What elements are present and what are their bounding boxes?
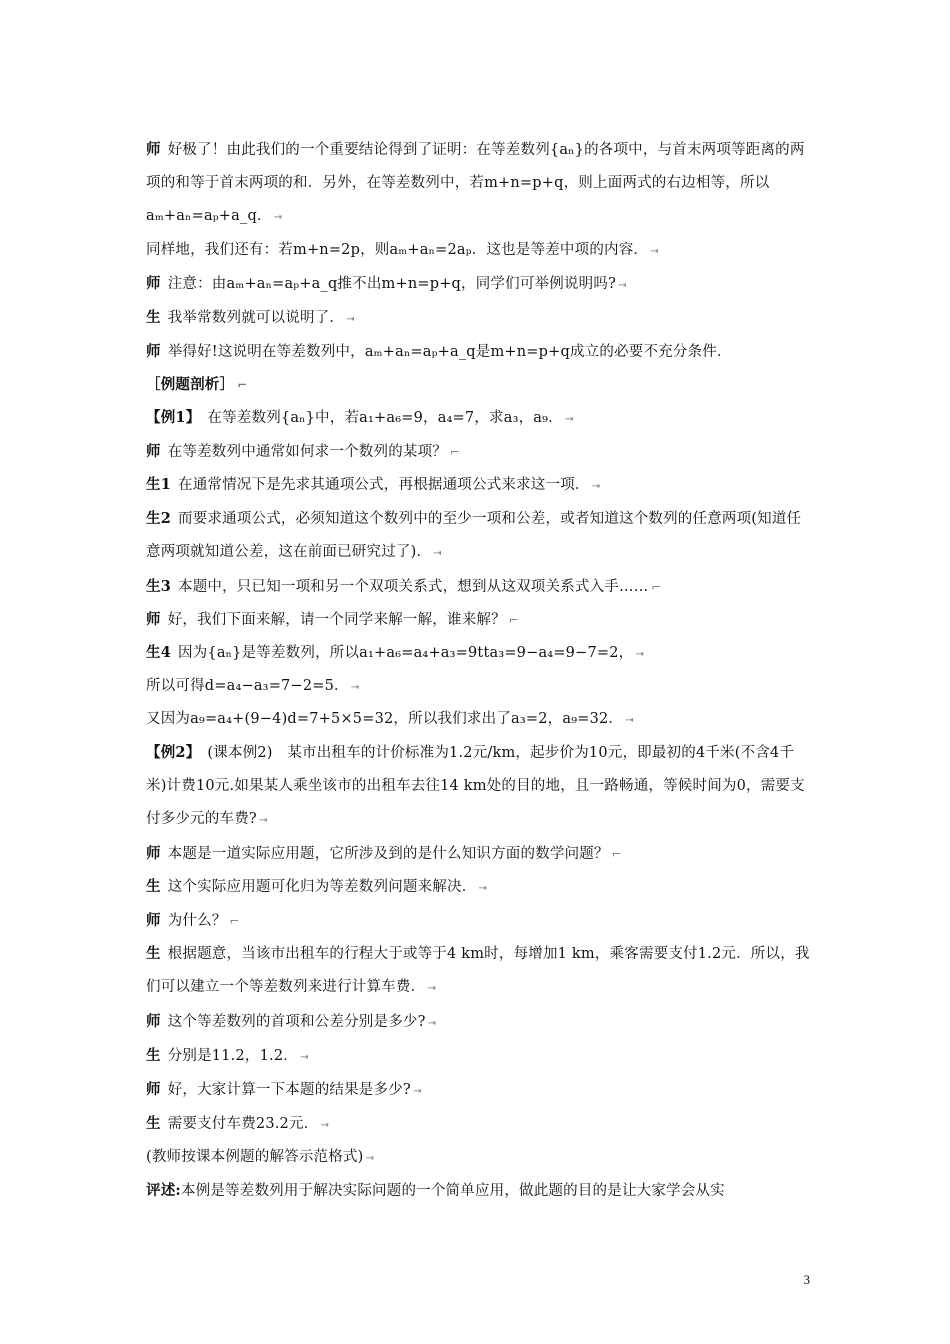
paragraph <box>146 610 812 630</box>
paragraph <box>146 342 812 362</box>
paragraph <box>146 1148 812 1168</box>
line-break-icon: ⌐ <box>237 378 248 392</box>
paragraph-text: 同样地，我们还有：若m+n=2p，则aₘ+aₙ=2aₚ．这也是等差中项的内容． <box>146 242 649 258</box>
paragraph-text: 因为{aₙ}是等差数列，所以a₁+a₆=a₄+a₃=9tta₃=9−a₄=9−7=2， <box>178 645 634 661</box>
paragraph-text: 注意：由aₘ+aₙ=aₚ+a_q推不出m+n=p+q，同学们可举例说明吗? <box>167 276 616 292</box>
paragraph-text: 根据题意，当该市出租车的行程大于或等于4 km时，每增加1 km，乘客需要支付1.2元．所以，我们可以建立一个等差数列来进行计算车费． <box>146 946 810 995</box>
paragraph-text: 本例是等差数列用于解决实际问题的一个简单应用，做此题的目的是让大家学会从实 <box>180 1183 725 1199</box>
paragraph <box>146 1181 812 1201</box>
speaker-label: 师 <box>146 443 161 460</box>
paragraph-mark-icon: ⇥ <box>564 414 574 425</box>
paragraph <box>146 643 812 664</box>
paragraph <box>146 937 812 1005</box>
paragraph-text: 而要求通项公式，必须知道这个数列中的至少一项和公差，或者知道这个数列的任意两项(知道任意两项就知道公差，这在前面已研究过了)． <box>146 511 802 560</box>
paragraph <box>146 308 812 329</box>
example-label: 【例1】 <box>146 409 201 426</box>
line-break-icon: ⌐ <box>450 445 461 459</box>
paragraph-text: 又因为a₉=a₄+(9−4)d=7+5×5=32，所以我们求出了a₃=2，a₉=32． <box>146 711 624 727</box>
speaker-label: 生 <box>146 878 161 895</box>
paragraph-text: 本题是一道实际应用题，它所涉及到的是什么知识方面的数学问题？ <box>167 846 609 862</box>
paragraph-text: 需要支付车费23.2元． <box>167 1116 319 1132</box>
paragraph-mark-icon: ⇥ <box>625 715 634 726</box>
paragraph <box>146 1046 812 1067</box>
speaker-label: 师 <box>146 1081 161 1098</box>
paragraph-text: 我举常数列就可以说明了． <box>167 310 345 326</box>
paragraph-mark-icon: ⇥ <box>618 280 627 291</box>
paragraph <box>146 408 812 429</box>
paragraph <box>146 577 812 597</box>
paragraph-mark-icon: ⇥ <box>427 1018 437 1029</box>
paragraph <box>146 1012 812 1033</box>
paragraph-mark-icon: ⇥ <box>650 246 659 257</box>
paragraph-text: 在等差数列{aₙ}中，若a₁+a₆=9，a₄=7，求a₃，a₉． <box>207 410 563 426</box>
speaker-label: 生4 <box>146 644 171 661</box>
paragraph-mark-icon: ⇥ <box>320 1120 329 1131</box>
speaker-label: 师 <box>146 611 161 628</box>
comment-label: 评述: <box>146 1182 181 1199</box>
paragraph <box>146 442 812 462</box>
speaker-label: 生 <box>146 1047 161 1064</box>
speaker-label: 师 <box>146 275 161 292</box>
speaker-label: 师 <box>146 912 161 929</box>
line-break-icon: ⌐ <box>229 914 240 928</box>
paragraph <box>146 274 812 295</box>
paragraph <box>146 502 812 570</box>
paragraph <box>146 677 812 697</box>
paragraph-mark-icon: ⇥ <box>412 1086 422 1097</box>
paragraph-mark-icon: ⇥ <box>365 1153 375 1164</box>
speaker-label: 生 <box>146 309 161 326</box>
speaker-label: 生3 <box>146 578 171 595</box>
section-heading-text: ［例题剖析］ <box>146 376 235 393</box>
section-heading <box>146 375 812 395</box>
paragraph-text: 所以可得d=a₄−a₃=7−2=5． <box>146 678 349 694</box>
speaker-label: 师 <box>146 845 161 862</box>
line-break-icon: ⌐ <box>611 847 622 861</box>
line-break-icon: ⌐ <box>508 613 520 627</box>
paragraph-mark-icon: ⇥ <box>350 682 360 693</box>
paragraph-text: 分别是11.2，1.2． <box>167 1048 298 1064</box>
paragraph-mark-icon: ⇥ <box>427 983 436 994</box>
paragraph-text: (教师按课本例题的解答示范格式) <box>146 1149 364 1165</box>
paragraph-mark-icon: ⇥ <box>258 815 268 826</box>
paragraph-text: 这个实际应用题可化归为等差数列问题来解决． <box>167 879 477 895</box>
paragraph-text: 为什么？ <box>167 913 227 929</box>
paragraph-mark-icon: ⇥ <box>591 481 601 492</box>
paragraph <box>146 475 812 496</box>
paragraph-mark-icon: ⇥ <box>273 212 283 223</box>
paragraph-mark-icon: ⇥ <box>635 649 644 660</box>
speaker-label: 生 <box>146 1115 161 1132</box>
paragraph <box>146 736 812 837</box>
paragraph-text: 在等差数列中通常如何求一个数列的某项？ <box>167 444 448 460</box>
speaker-label: 生 <box>146 945 161 962</box>
paragraph-mark-icon: ⇥ <box>478 883 487 894</box>
paragraph-text: 本题中，只已知一项和另一个双项关系式，想到从这双项关系式入手…… <box>178 579 649 595</box>
paragraph <box>146 911 812 931</box>
paragraph-text: 好极了！由此我们的一个重要结论得到了证明：在等差数列{aₙ}的各项中，与首末两项等距离的两项的和等于首末两项的和．另外，在等差数列中，若m+n=p+q，则上面两式的右边相等，所以aₘ+aₙ=aₚ+a_q． <box>146 142 805 224</box>
paragraph <box>146 877 812 898</box>
paragraph <box>146 241 812 261</box>
paragraph-mark-icon: ⇥ <box>346 314 355 325</box>
speaker-label: 生1 <box>146 476 171 493</box>
paragraph-text: 举得好!这说明在等差数列中，aₘ+aₙ=aₚ+a_q是m+n=p+q成立的必要不充分条件． <box>167 344 732 360</box>
line-break-icon: ⌐ <box>651 580 662 594</box>
speaker-label: 师 <box>146 141 161 158</box>
paragraph-text: (课本例2) 某市出租车的计价标准为1.2元/km，起步价为10元，即最初的4千米(不含4千米)计费10元.如果某人乘坐该市的出租车去往14 km处的目的地，且一路畅通，等候时间为0，需要支付多少元的车费? <box>146 745 805 827</box>
paragraph-mark-icon: ⇥ <box>433 548 442 559</box>
paragraph-text: 好，大家计算一下本题的结果是多少? <box>167 1082 411 1098</box>
page-number: 3 <box>803 1272 810 1287</box>
paragraph-mark-icon: ⇥ <box>299 1052 309 1063</box>
paragraph-text: 这个等差数列的首项和公差分别是多少? <box>167 1014 426 1030</box>
paragraph <box>146 1080 812 1101</box>
speaker-label: 师 <box>146 343 161 360</box>
example-label: 【例2】 <box>146 744 201 761</box>
paragraph <box>146 133 812 234</box>
paragraph-text: 在通常情况下是先求其通项公式，再根据通项公式来求这一项． <box>178 477 590 493</box>
paragraph-text: 好，我们下面来解，请一个同学来解一解，谁来解？ <box>167 612 506 628</box>
document-body <box>146 127 812 1201</box>
speaker-label: 师 <box>146 1013 161 1030</box>
speaker-label: 生2 <box>146 510 171 527</box>
paragraph <box>146 710 812 730</box>
paragraph <box>146 1114 812 1135</box>
paragraph <box>146 844 812 864</box>
